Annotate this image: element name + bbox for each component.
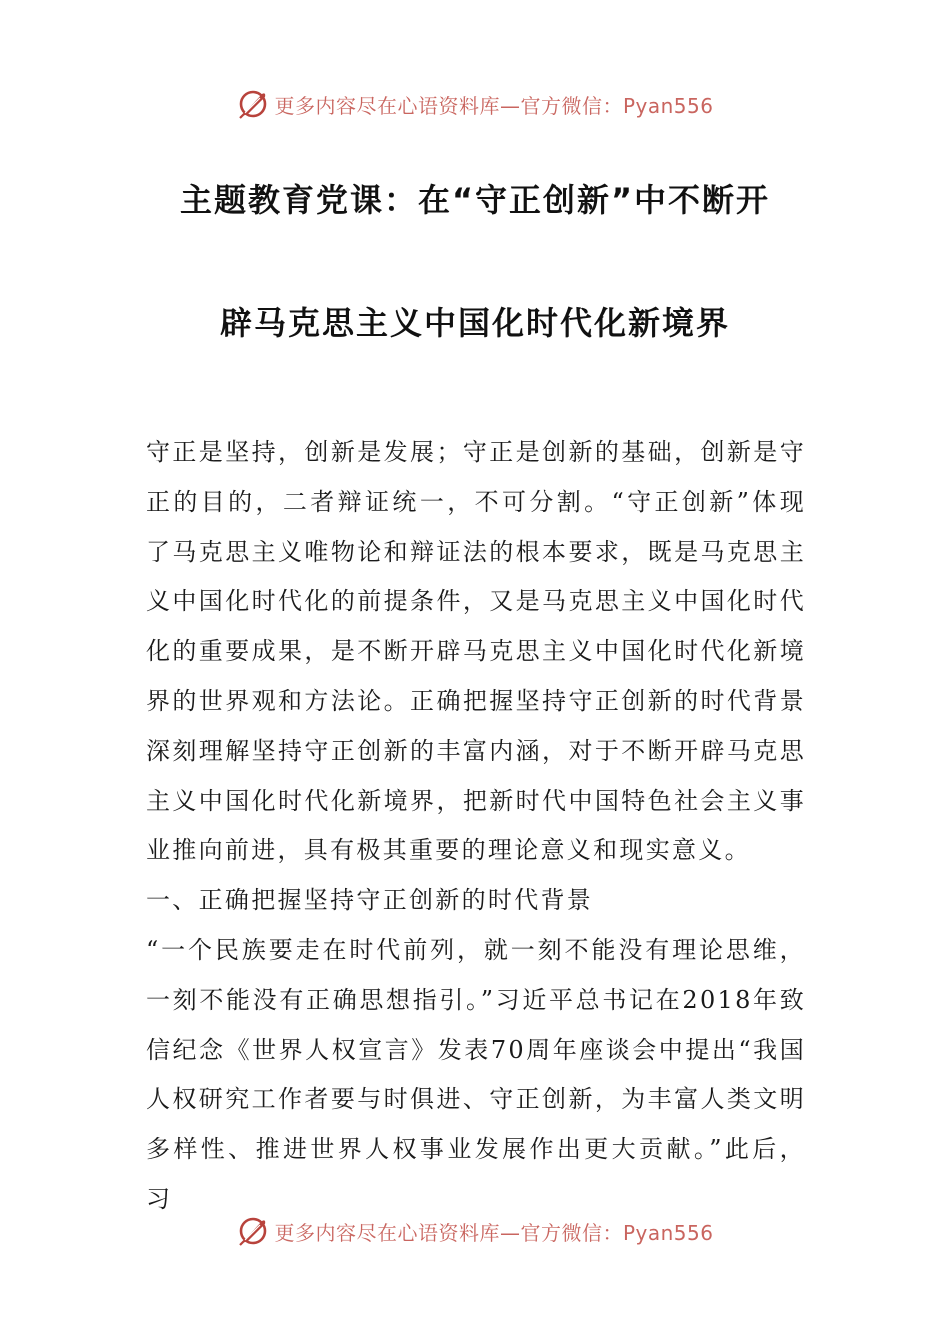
body-paragraph: 守正是坚持，创新是发展；守正是创新的基础，创新是守正的目的，二者辩证统一，不可分割。“守正创新”体现了马克思主义唯物论和辩证法的根本要求，既是马克思主义中国化时代化的前提条件，又是马克思主义中国化时代化的重要成果，是不断开辟马克思主义中国化时代化新境界的世界观和方法论。正确把握坚持守正创新的时代背景深刻理解坚持守正创新的丰富内涵，对于不断开辟马克思主义中国化时代化新境界，把新时代中国特色社会主义事业推向前进，具有极其重要的理论意义和现实意义。 bbox=[146, 438, 806, 865]
document-title-line-1: 主题教育党课：在“守正创新”中不断开 bbox=[179, 181, 771, 219]
section-heading: 一、正确把握坚持守正创新的时代背景 bbox=[146, 886, 594, 915]
quill-pen-logo-icon bbox=[236, 1214, 270, 1248]
document-title-line-2: 辟马克思主义中国化时代化新境界 bbox=[219, 304, 730, 342]
watermark-text: 更多内容尽在心语资料库—官方微信：Pyan556 bbox=[274, 1220, 714, 1245]
quill-pen-logo-icon bbox=[236, 87, 270, 121]
body-paragraph: “一个民族要走在时代前列，就一刻不能没有理论思维，一刻不能没有正确思想指引。”习近平总书记在2018年致信纪念《世界人权宣言》发表70周年座谈会中提出“我国人权研究工作者要与时俱进、守正创新，为丰富人类文明多样性、推进世界人权事业发展作出更大贡献。”此后，习 bbox=[146, 935, 806, 1213]
document-body bbox=[146, 428, 806, 1225]
header-watermark-banner bbox=[0, 84, 950, 124]
watermark-text: 更多内容尽在心语资料库—官方微信：Pyan556 bbox=[274, 93, 714, 118]
footer-watermark-banner bbox=[0, 1211, 950, 1251]
